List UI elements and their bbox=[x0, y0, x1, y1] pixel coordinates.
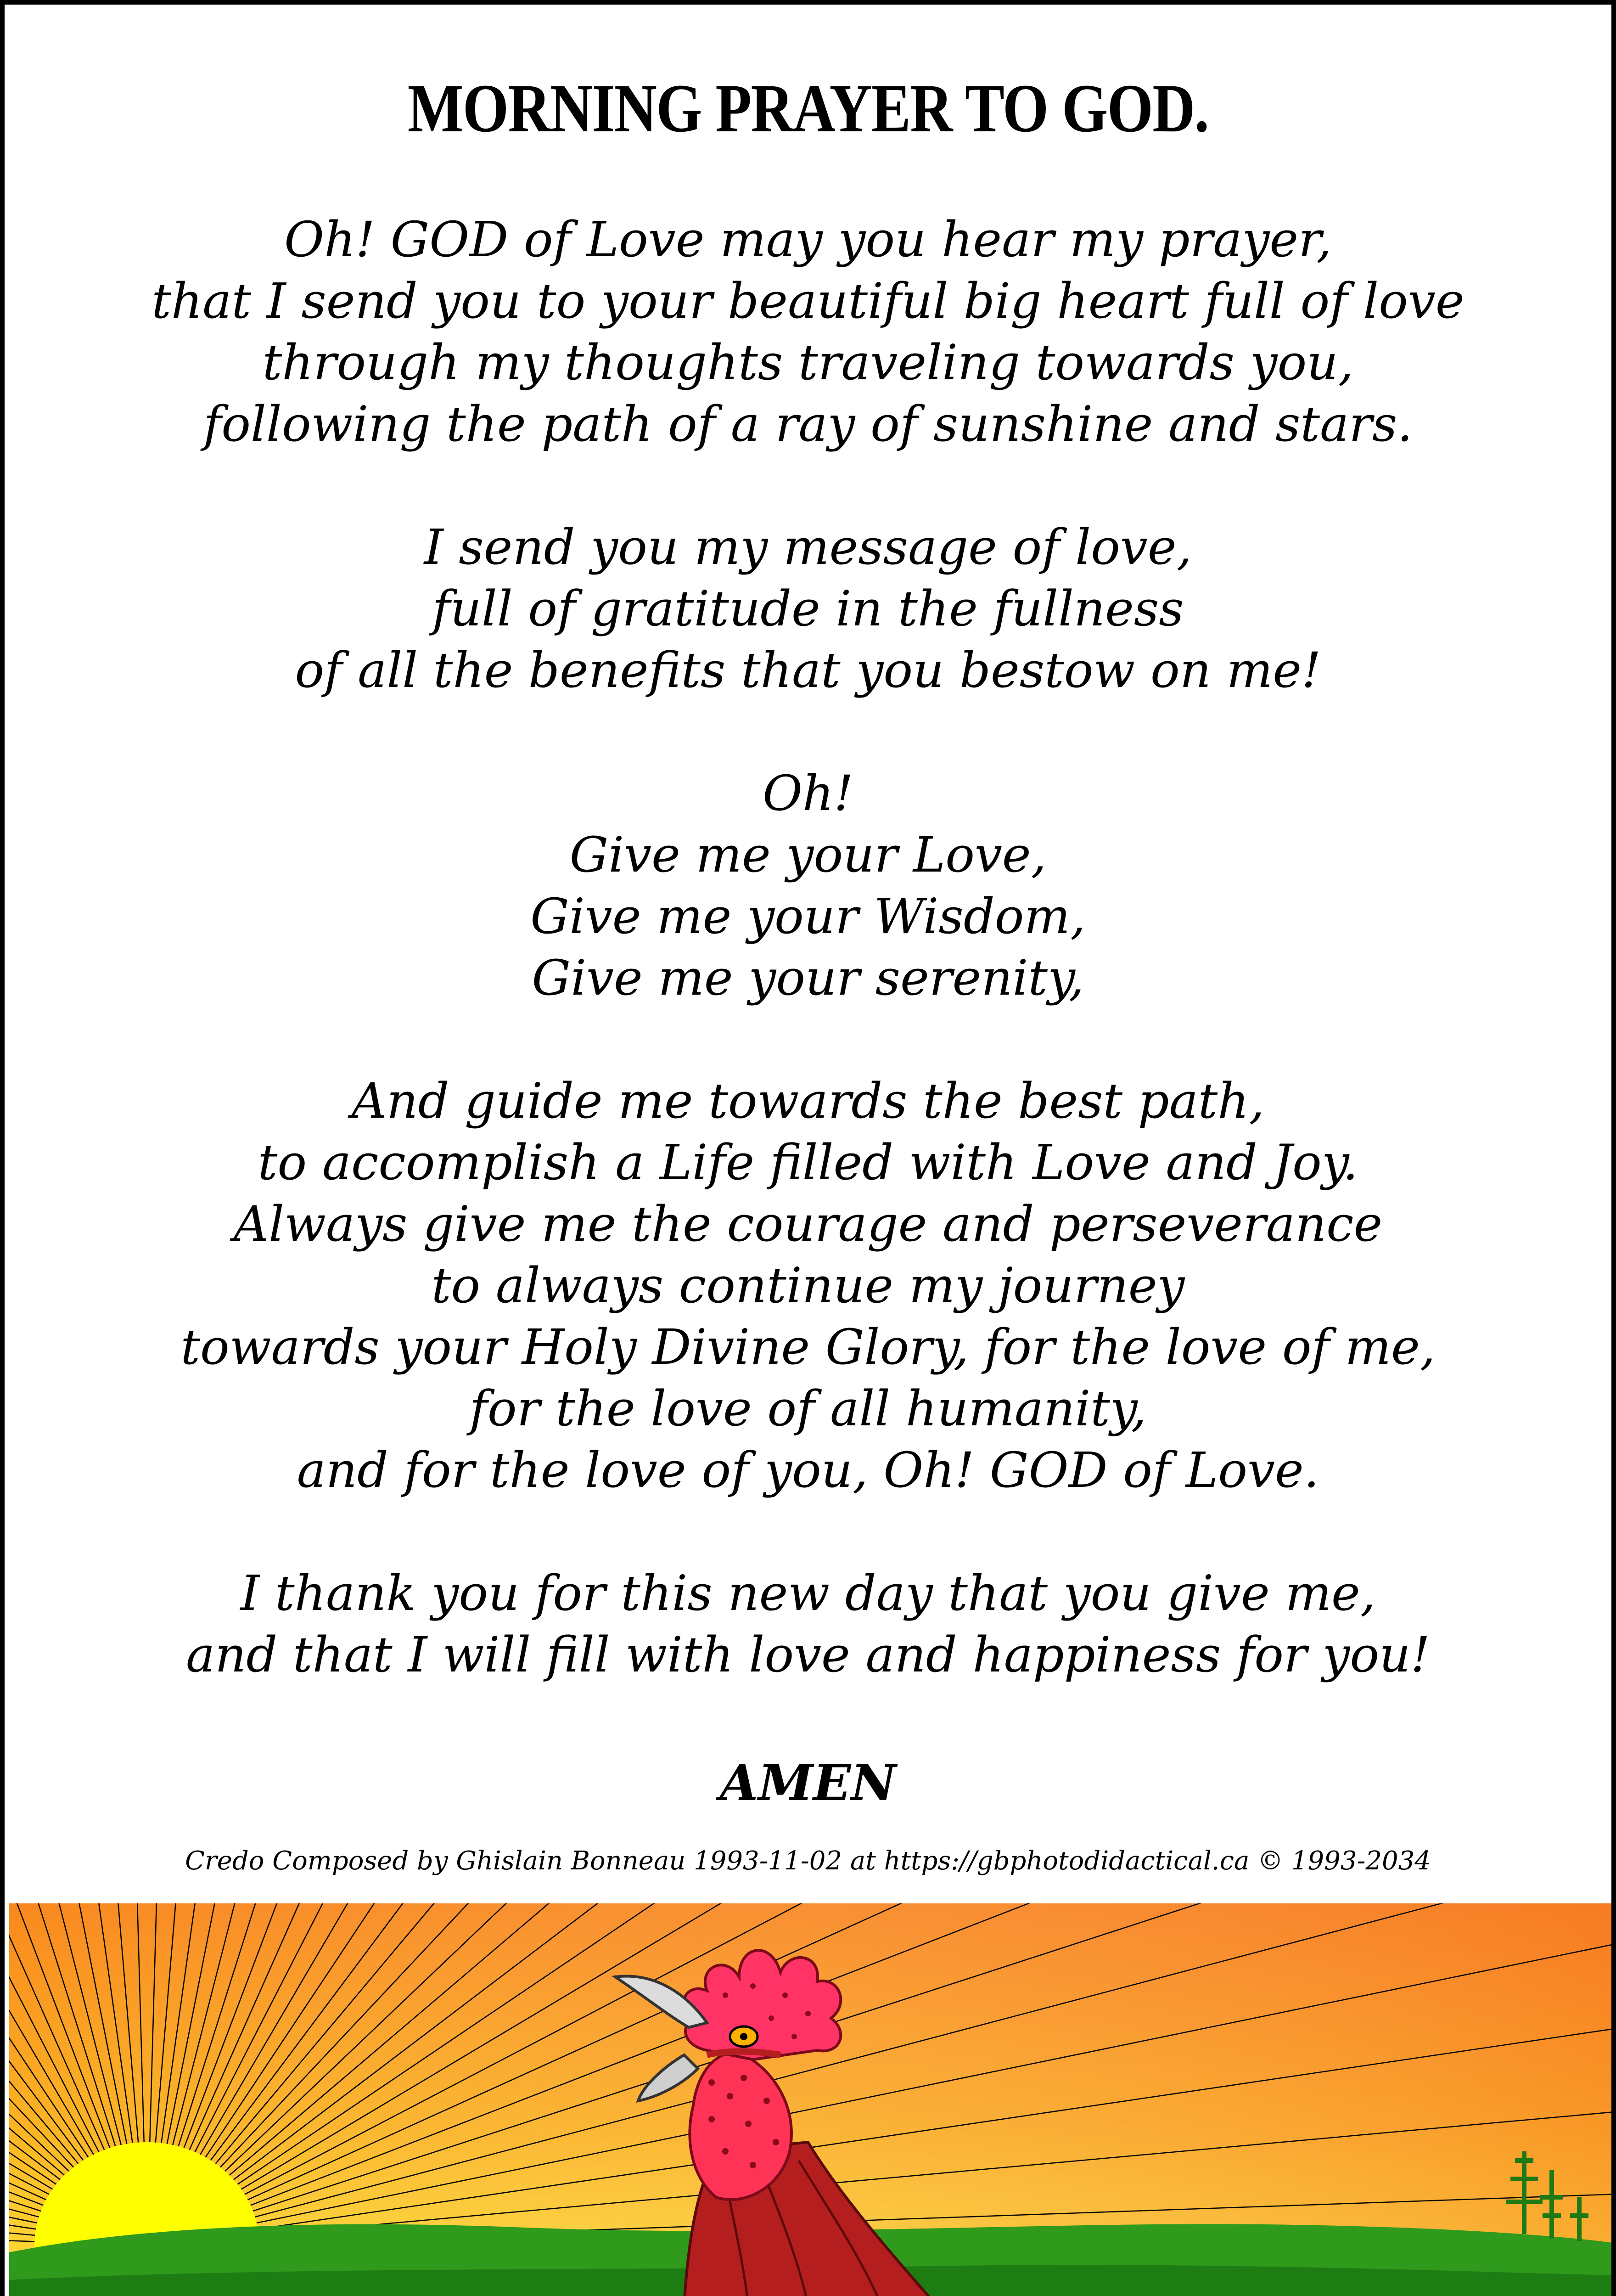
poem-line: Give me your serenity, bbox=[532, 950, 1084, 1006]
poem-line: and that I will fill with love and happiness for you! bbox=[185, 1626, 1431, 1683]
stanza bbox=[5, 1563, 1611, 1686]
poem-line: through my thoughts traveling towards you, bbox=[262, 334, 1354, 391]
poem-line: to always continue my journey bbox=[431, 1257, 1185, 1314]
poem-line: Always give me the courage and perseverance bbox=[233, 1196, 1383, 1252]
poem-line: Give me your Wisdom, bbox=[530, 888, 1086, 945]
stanza bbox=[5, 763, 1611, 1009]
poem-line: for the love of all humanity, bbox=[469, 1380, 1147, 1437]
stanza bbox=[5, 209, 1611, 455]
poem-line: Give me your Love, bbox=[569, 827, 1047, 883]
poem-line: of all the benefits that you bestow on me! bbox=[295, 642, 1321, 698]
prayer-text bbox=[5, 209, 1611, 1747]
poem-line: Oh! GOD of Love may you hear my prayer, bbox=[284, 211, 1332, 268]
poem-line: to accomplish a Life filled with Love and Joy. bbox=[258, 1134, 1358, 1191]
amen-text: AMEN bbox=[719, 1754, 897, 1812]
poem-line: I thank you for this new day that you give me, bbox=[240, 1565, 1376, 1621]
credit-line: Credo Composed by Ghislain Bonneau 1993-11-02 at https://gbphotodidactical.ca © 1993-2034 bbox=[185, 1846, 1431, 1876]
stanza bbox=[5, 517, 1611, 701]
poem-line: Oh! bbox=[763, 765, 853, 822]
stanza bbox=[5, 1070, 1611, 1501]
poem-line: I send you my message of love, bbox=[424, 519, 1192, 575]
poem-line: following the path of a ray of sunshine and stars. bbox=[203, 396, 1413, 452]
poem-line: And guide me towards the best path, bbox=[351, 1073, 1265, 1129]
poem-line: that I send you to your beautiful big heart full of love bbox=[152, 273, 1464, 329]
page-title: MORNING PRAYER TO GOD. bbox=[407, 70, 1209, 146]
poem-line: towards your Holy Divine Glory, for the love of me, bbox=[180, 1319, 1436, 1375]
poem-line: and for the love of you, Oh! GOD of Love. bbox=[297, 1442, 1319, 1498]
poem-line: full of gratitude in the fullness bbox=[432, 580, 1184, 637]
rooster-sunrise-illustration bbox=[9, 1903, 1616, 2296]
